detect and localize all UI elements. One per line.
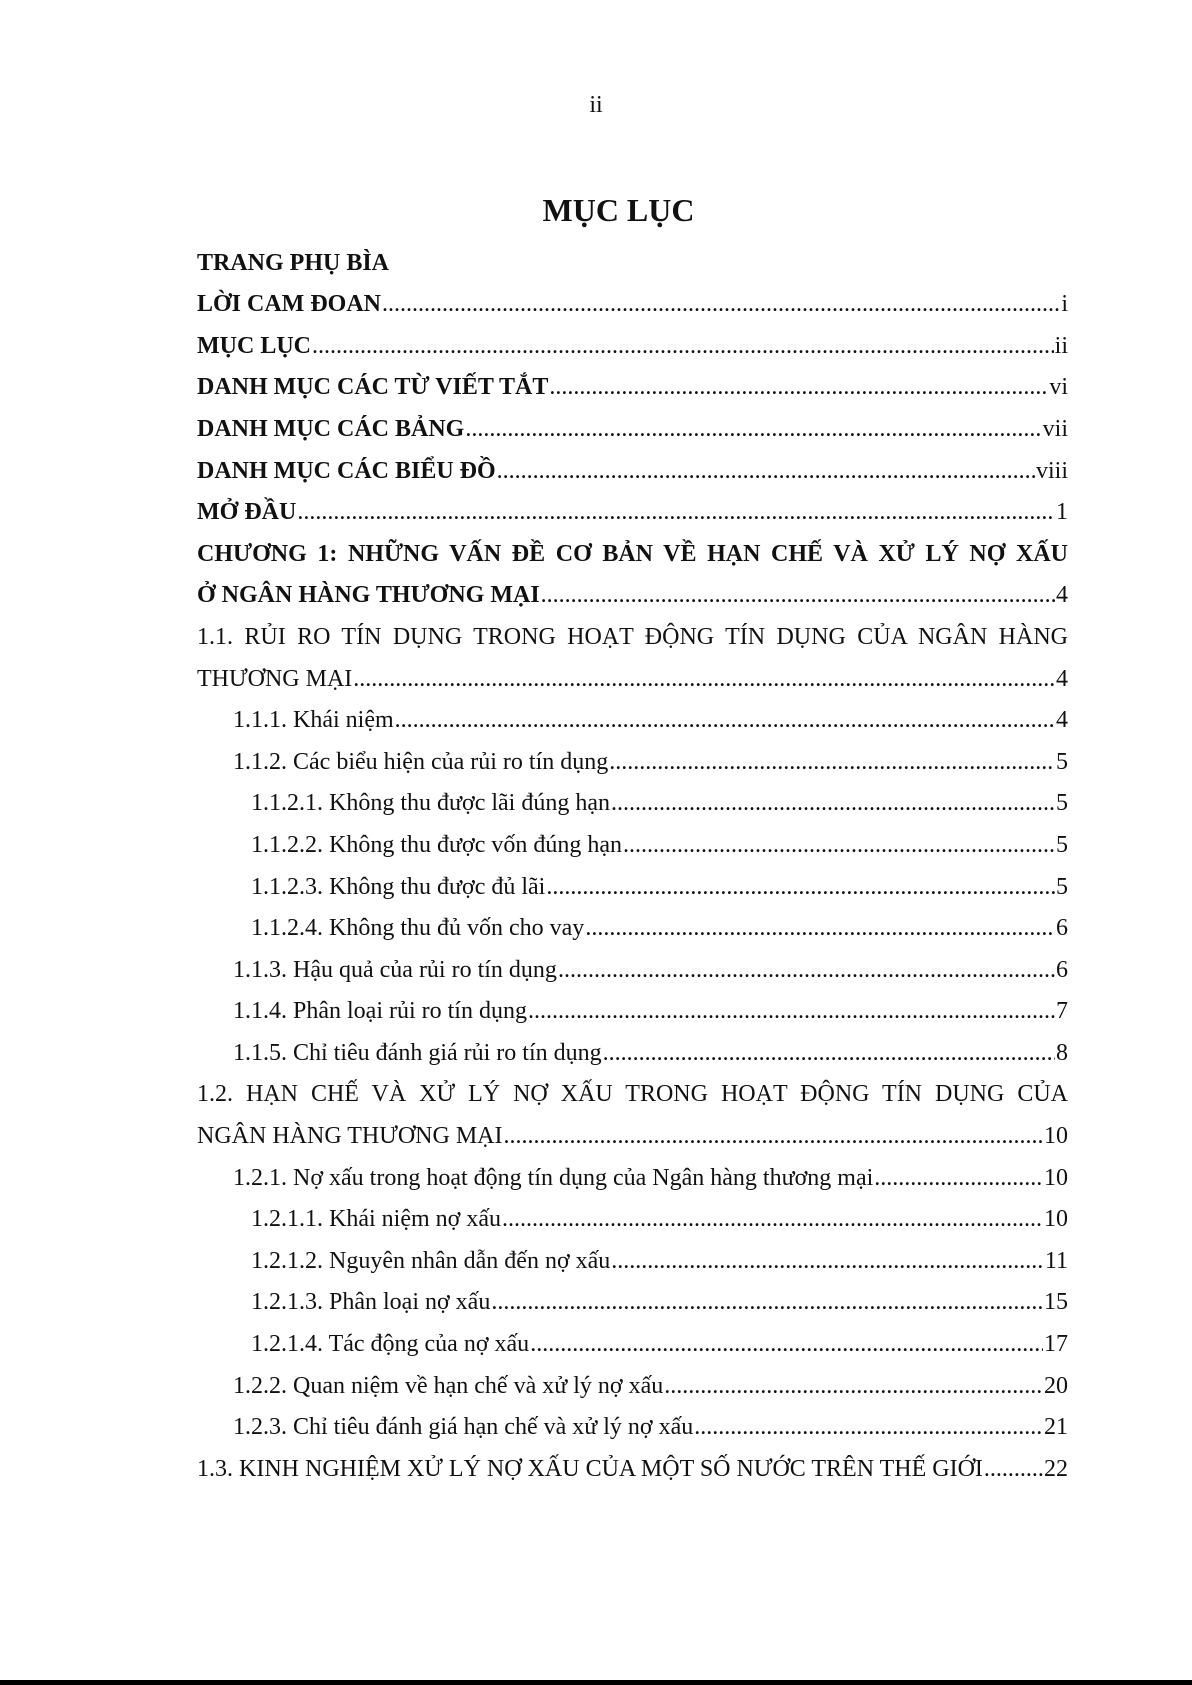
toc-entry-title: Ở NGÂN HÀNG THƯƠNG MẠI [197,582,540,609]
toc-entry-page: 4 [1056,582,1068,609]
dot-leader [382,289,1060,319]
dot-leader [546,872,1055,902]
toc-entry-title: DANH MỤC CÁC BIỂU ĐỒ [197,457,496,484]
dot-leader [465,414,1041,444]
toc-entry-page: 7 [1056,998,1068,1025]
dot-leader [297,497,1055,527]
toc-entry[interactable] [197,781,1068,823]
toc-entry[interactable] [197,406,1068,448]
toc-entry-page: 6 [1056,915,1068,942]
dot-leader [497,456,1035,486]
page-title: MỤC LỤC [542,192,695,228]
toc-entry-page: 21 [1044,1414,1068,1441]
dot-leader [549,372,1048,402]
toc-entry[interactable] [197,698,1068,740]
toc-entry-page: 4 [1056,707,1068,734]
dot-leader [694,1412,1043,1442]
toc-entry[interactable] [197,365,1068,407]
dot-leader [984,1454,1043,1484]
toc-entry[interactable] [197,822,1068,864]
toc-entry[interactable] [197,1238,1068,1280]
toc-entry[interactable] [197,1446,1068,1488]
toc-entry-title: 1.2.1.4. Tác động của nợ xấu [251,1331,530,1358]
toc-entry-title: 1.1.2.4. Không thu đủ vốn cho vay [251,915,585,942]
dot-leader [558,955,1055,985]
toc-entry[interactable] [197,947,1068,989]
toc-entry-title: THƯƠNG MẠI [197,665,353,692]
toc-entry-title: TRANG PHỤ BÌA [197,249,390,276]
toc-entry-page: vii [1042,415,1068,442]
toc-entry-title: CHƯƠNG 1: NHỮNG VẤN ĐỀ CƠ BẢN VỀ HẠN CHẾ VÀ XỬ LÝ NỢ XẤU [197,540,1068,567]
toc-entry-page: 5 [1056,790,1068,817]
dot-leader [874,1163,1043,1193]
dot-leader [491,1287,1043,1317]
toc-entry[interactable] [197,573,1068,615]
toc-entry-page: 5 [1056,831,1068,858]
dot-leader [312,331,1054,361]
toc-entry[interactable] [197,323,1068,365]
toc-entry-title: 1.1.3. Hậu quả của rủi ro tín dụng [233,956,557,983]
toc-entry[interactable] [197,1113,1068,1155]
toc-entry[interactable] [197,1280,1068,1322]
toc-entry-title: 1.1.1. Khái niệm [233,707,394,734]
toc-entry-title: DANH MỤC CÁC TỪ VIẾT TẮT [197,374,549,401]
toc-entry-title: 1.2.3. Chỉ tiêu đánh giá hạn chế và xử lý nợ xấu [233,1414,694,1441]
toc-entry-page: vi [1049,374,1068,401]
toc-entry-page: 5 [1056,873,1068,900]
page-number: ii [589,92,603,118]
dot-leader [611,1246,1044,1276]
dot-leader [528,996,1055,1026]
toc-entry-title: 1.2.1.3. Phân loại nợ xấu [251,1289,491,1316]
toc-entry[interactable] [197,448,1068,490]
toc-entry-title: 1.2.1.2. Nguyên nhân dẫn đến nợ xấu [251,1247,611,1274]
dot-leader [603,1038,1055,1068]
toc-entry[interactable] [197,864,1068,906]
bottom-border [0,1680,1192,1685]
toc-entry-page: 10 [1044,1164,1068,1191]
toc-entry-title: 1.1.2.1. Không thu được lãi đúng hạn [251,790,610,817]
toc-entry-title: 1.1.2. Các biểu hiện của rủi ro tín dụng [233,748,609,775]
toc-entry-page: ii [1054,332,1068,359]
toc-entry-page: 4 [1056,665,1068,692]
toc-entry-page: 20 [1044,1372,1068,1399]
toc-entry-page: viii [1035,457,1068,484]
toc-entry[interactable] [197,240,1068,282]
toc-entry-title: 1.1.2.2. Không thu được vốn đúng hạn [251,831,623,858]
toc-entry-page: 10 [1044,1206,1068,1233]
toc-entry-title: DANH MỤC CÁC BẢNG [197,415,465,442]
toc-entry[interactable] [197,656,1068,698]
toc-entry-title: NGÂN HÀNG THƯƠNG MẠI [197,1123,503,1150]
toc-entry[interactable] [197,989,1068,1031]
toc-entry-page: 8 [1056,1039,1068,1066]
toc-entry[interactable] [197,1197,1068,1239]
toc-entry[interactable] [197,1155,1068,1197]
dot-leader [541,580,1055,610]
toc-entry-page: 22 [1044,1455,1068,1482]
toc-entry-title: MỤC LỤC [197,332,311,359]
dot-leader [585,913,1055,943]
toc-entry-page: 10 [1044,1123,1068,1150]
toc-entry-title: 1.2.1.1. Khái niệm nợ xấu [251,1206,501,1233]
toc-entry-title: 1.2.2. Quan niệm về hạn chế và xử lý nợ xấu [233,1372,664,1399]
toc-entry-title: 1.2. HẠN CHẾ VÀ XỬ LÝ NỢ XẤU TRONG HOẠT ĐỘNG TÍN DỤNG CỦA [197,1081,1068,1108]
toc-entry-page: 6 [1056,956,1068,983]
toc-entry[interactable] [197,1030,1068,1072]
dot-leader [611,788,1055,818]
toc-entry-page: 11 [1044,1247,1068,1274]
toc-entry-page: i [1061,291,1068,318]
toc-entry-title: 1.1. RỦI RO TÍN DỤNG TRONG HOẠT ĐỘNG TÍN DỤNG CỦA NGÂN HÀNG [197,623,1068,650]
toc-entry-title: 1.2.1. Nợ xấu trong hoạt động tín dụng của Ngân hàng thương mại [233,1164,874,1191]
toc-entry-page: 5 [1056,748,1068,775]
toc-entry-title: 1.1.5. Chỉ tiêu đánh giá rủi ro tín dụng [233,1039,602,1066]
toc-entry[interactable] [197,1072,1068,1114]
toc-entry-page: 17 [1044,1331,1068,1358]
toc-entry[interactable] [197,906,1068,948]
toc-entry-page: 15 [1044,1289,1068,1316]
toc-entry[interactable] [197,282,1068,324]
toc-entry[interactable] [197,1363,1068,1405]
toc-entry-title: LỜI CAM ĐOAN [197,291,381,318]
toc-entry[interactable] [197,531,1068,573]
dot-leader [502,1204,1043,1234]
dot-leader [504,1121,1044,1151]
toc-entry[interactable] [197,614,1068,656]
dot-leader [395,705,1055,735]
toc-entry[interactable] [197,739,1068,781]
toc-entry-title: 1.3. KINH NGHIỆM XỬ LÝ NỢ XẤU CỦA MỘT SỐ NƯỚC TRÊN THẾ GIỚI [197,1455,983,1482]
dot-leader [530,1329,1043,1359]
toc-entry-title: 1.1.4. Phân loại rủi ro tín dụng [233,998,527,1025]
toc-entry-title: MỞ ĐẦU [197,499,297,526]
toc-entry-page: 1 [1056,499,1068,526]
dot-leader [609,747,1055,777]
dot-leader [623,830,1055,860]
toc-entry[interactable] [197,1405,1068,1447]
dot-leader [664,1371,1043,1401]
toc-entry[interactable] [197,1321,1068,1363]
toc-entry[interactable] [197,490,1068,532]
dot-leader [353,664,1055,694]
table-of-contents [197,240,1068,1488]
toc-entry-title: 1.1.2.3. Không thu được đủ lãi [251,873,546,900]
